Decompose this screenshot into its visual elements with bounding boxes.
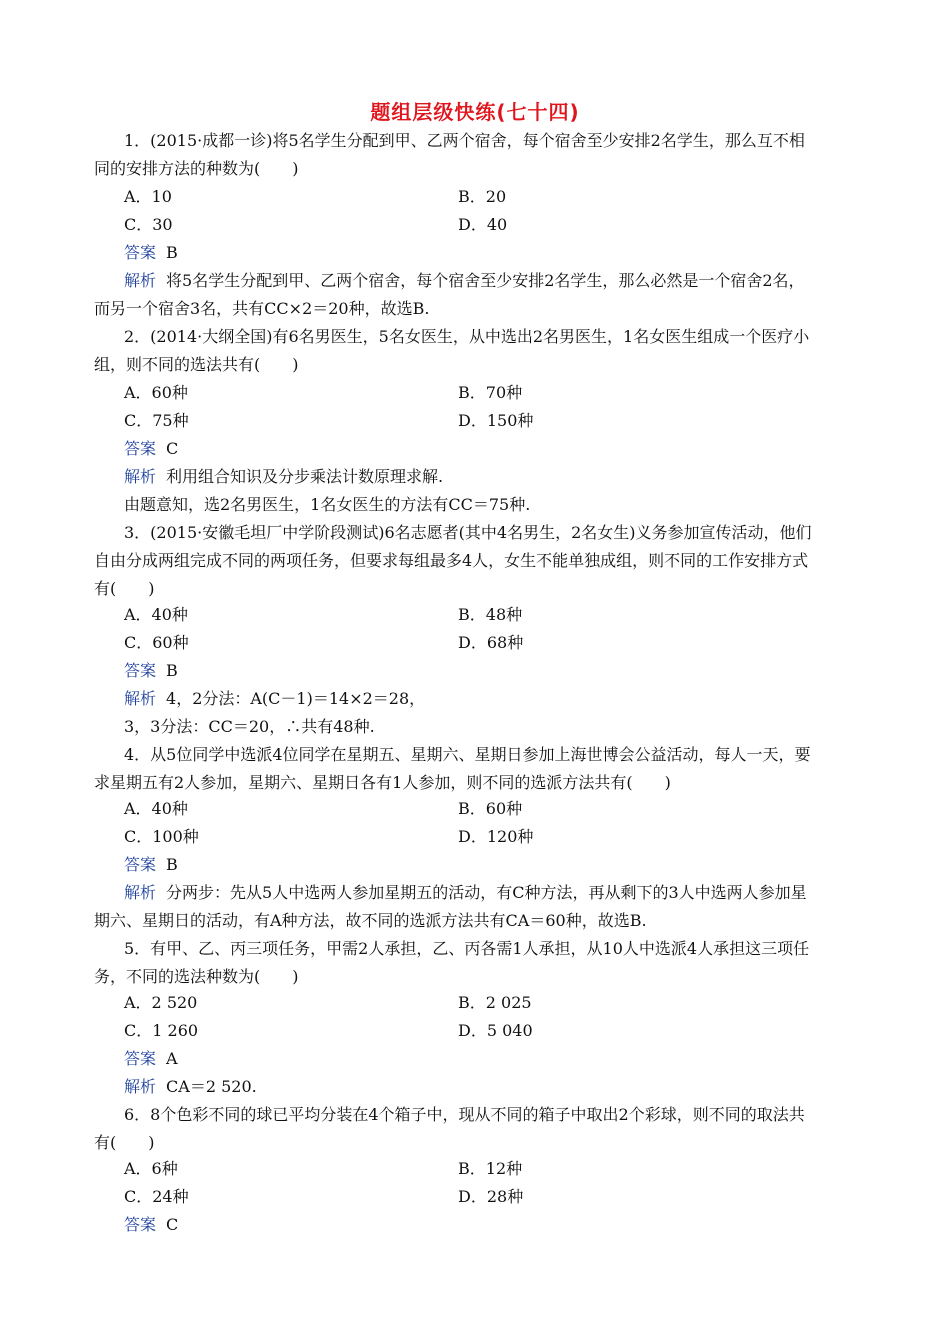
q4-answer	[124, 854, 894, 876]
q3-option-b: B．48种	[458, 605, 523, 624]
q4-option-d: D．120种	[458, 827, 534, 846]
q1-stem-line-1: 1．(2015·成都一诊)将5名学生分配到甲、乙两个宿舍，每个宿舍至少安排2名学生，那么互不相	[124, 131, 805, 150]
q1-option-c: C．30	[124, 215, 173, 234]
q1-analysis-text: 将5名学生分配到甲、乙两个宿舍，每个宿舍至少安排2名学生，那么必然是一个宿舍2名，	[166, 271, 805, 290]
q1-stem-line-2: 同的安排方法的种数为( )	[94, 159, 299, 178]
q2-stem-line-1: 2．(2014·大纲全国)有6名男医生，5名女医生，从中选出2名男医生，1名女医生组成一个医疗小	[124, 327, 810, 346]
q6-stem-line-2: 有( )	[94, 1133, 155, 1152]
q3-stem-line-1: 3．(2015·安徽毛坦厂中学阶段测试)6名志愿者(其中4名男生，2名女生)义务参加宣传活动，他们	[124, 523, 812, 542]
q2-answer-value: C	[166, 439, 179, 458]
q3-option-a: A．40种	[124, 605, 188, 624]
q5-option-d: D．5 040	[458, 1021, 533, 1040]
analysis-label: 解析	[124, 467, 157, 486]
q2-option-c: C．75种	[124, 411, 189, 430]
q4-stem-line-1: 4．从5位同学中选派4位同学在星期五、星期六、星期日参加上海世博会公益活动，每人一天，要	[124, 745, 811, 764]
q5-analysis-line-1	[124, 1076, 894, 1098]
answer-label: 答案	[124, 243, 157, 262]
page-title: 题组层级快练(七十四)	[370, 100, 580, 124]
q2-analysis-line-2: 由题意知，选2名男医生，1名女医生的方法有CC＝75种.	[124, 495, 531, 514]
answer-label: 答案	[124, 439, 157, 458]
q6-answer-value: C	[166, 1215, 179, 1234]
q1-option-d: D．40	[458, 215, 508, 234]
q6-answer	[124, 1214, 894, 1236]
q2-answer	[124, 438, 894, 460]
q4-option-b: B．60种	[458, 799, 523, 818]
q2-analysis-text: 利用组合知识及分步乘法计数原理求解.	[166, 467, 444, 486]
analysis-label: 解析	[124, 271, 157, 290]
q5-answer	[124, 1048, 894, 1070]
q4-stem-line-2: 求星期五有2人参加，星期六、星期日各有1人参加，则不同的选派方法共有( )	[94, 773, 671, 792]
q3-answer-value: B	[166, 661, 178, 680]
answer-label: 答案	[124, 855, 157, 874]
q2-option-d: D．150种	[458, 411, 534, 430]
q3-option-d: D．68种	[458, 633, 524, 652]
q1-analysis-line-2: 而另一个宿舍3名，共有CC×2＝20种，故选B.	[94, 299, 430, 318]
q5-answer-value: A	[166, 1049, 178, 1068]
q1-option-b: B．20	[458, 187, 507, 206]
q5-stem-line-2: 务，不同的选法种数为( )	[94, 967, 299, 986]
q4-option-a: A．40种	[124, 799, 188, 818]
answer-label: 答案	[124, 661, 157, 680]
q5-option-b: B．2 025	[458, 993, 532, 1012]
q3-analysis-line-2: 3，3分法：CC＝20，∴共有48种.	[124, 717, 375, 736]
analysis-label: 解析	[124, 689, 157, 708]
q4-analysis-line-2: 期六、星期日的活动，有A种方法，故不同的选派方法共有CA＝60种，故选B.	[94, 911, 647, 930]
q2-stem-line-2: 组，则不同的选法共有( )	[94, 355, 299, 374]
q6-stem-line-1: 6．8个色彩不同的球已平均分装在4个箱子中，现从不同的箱子中取出2个彩球，则不同的取法共	[124, 1105, 805, 1124]
q4-answer-value: B	[166, 855, 178, 874]
q5-option-c: C．1 260	[124, 1021, 199, 1040]
q6-option-b: B．12种	[458, 1159, 523, 1178]
analysis-label: 解析	[124, 1077, 157, 1096]
q6-option-a: A．6种	[124, 1159, 178, 1178]
q3-option-c: C．60种	[124, 633, 189, 652]
q1-answer	[124, 242, 894, 264]
q3-answer	[124, 660, 894, 682]
q5-option-a: A．2 520	[124, 993, 198, 1012]
q4-analysis-text: 分两步：先从5人中选两人参加星期五的活动，有C种方法，再从剩下的3人中选两人参加星	[166, 883, 807, 902]
q1-answer-value: B	[166, 243, 178, 262]
q4-analysis-line-1	[124, 882, 894, 904]
q3-analysis-line-1	[124, 688, 894, 710]
q5-analysis-text: CA＝2 520.	[166, 1077, 257, 1096]
q6-option-d: D．28种	[458, 1187, 524, 1206]
q5-stem-line-1: 5．有甲、乙、丙三项任务，甲需2人承担，乙、丙各需1人承担，从10人中选派4人承担这三项任	[124, 939, 810, 958]
answer-label: 答案	[124, 1049, 157, 1068]
q2-option-b: B．70种	[458, 383, 523, 402]
q2-analysis-line-1	[124, 466, 894, 488]
q3-stem-line-3: 有( )	[94, 579, 155, 598]
answer-label: 答案	[124, 1215, 157, 1234]
q6-option-c: C．24种	[124, 1187, 189, 1206]
q2-option-a: A．60种	[124, 383, 188, 402]
analysis-label: 解析	[124, 883, 157, 902]
q1-option-a: A．10	[124, 187, 172, 206]
q3-stem-line-2: 自由分成两组完成不同的两项任务，但要求每组最多4人，女生不能单独成组，则不同的工作安排方式	[94, 551, 809, 570]
q4-option-c: C．100种	[124, 827, 199, 846]
q3-analysis-text: 4，2分法：A(C－1)＝14×2＝28，	[166, 689, 426, 708]
q1-analysis-line-1	[124, 270, 894, 292]
